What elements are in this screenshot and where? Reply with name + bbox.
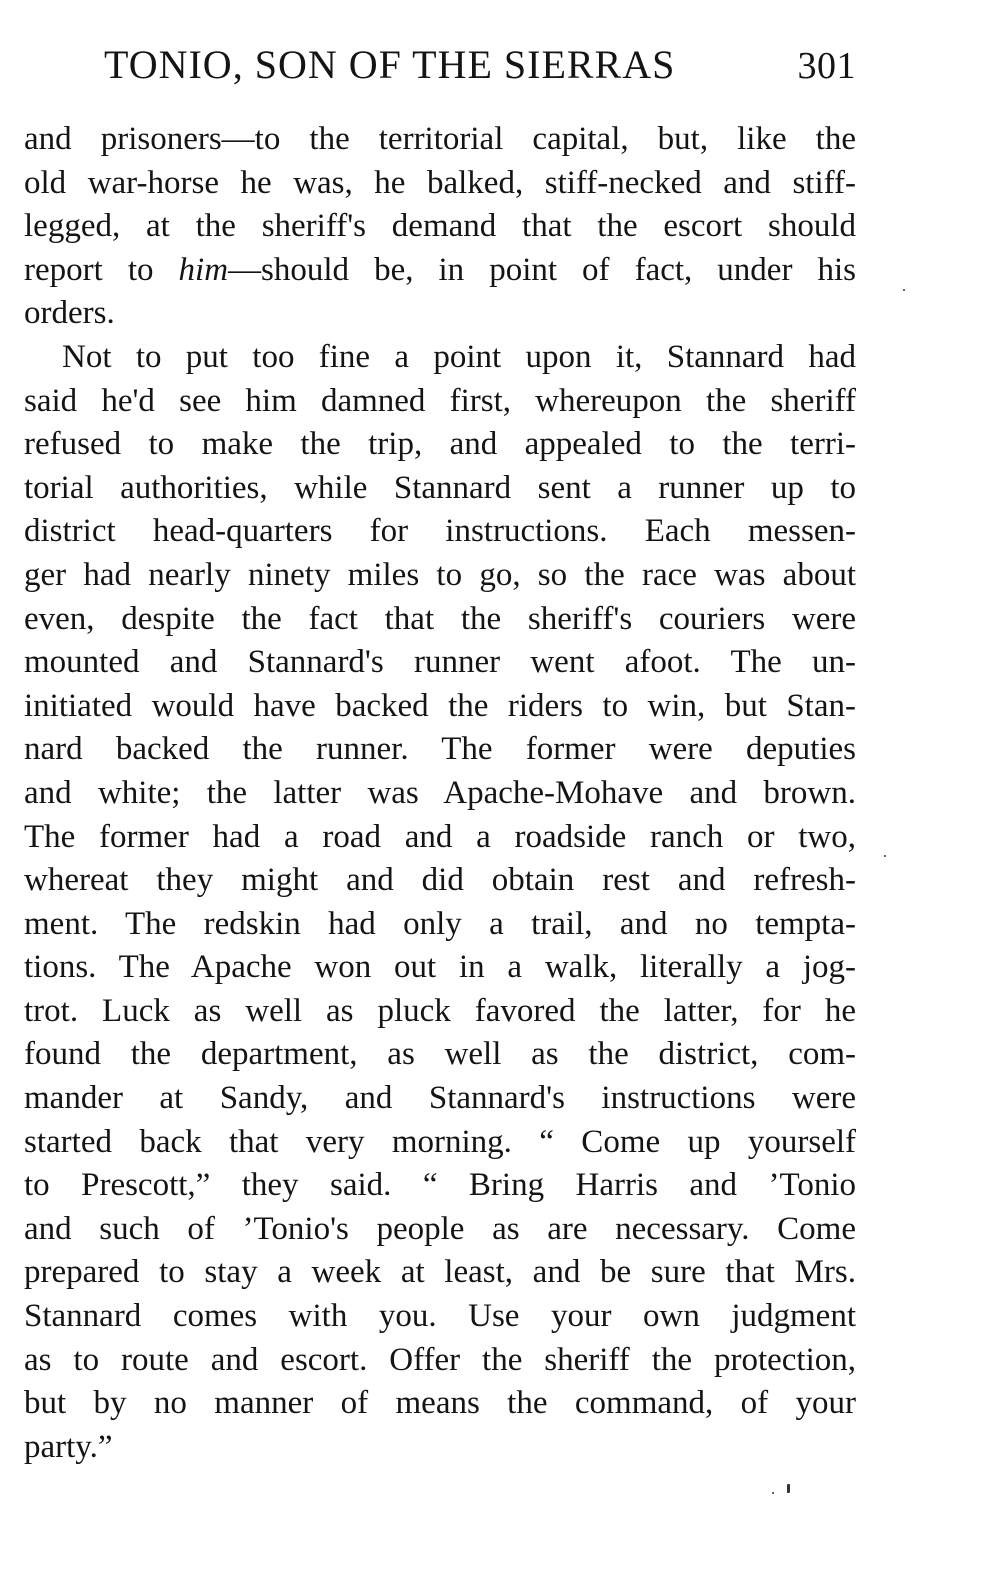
text-line: ment. The redskin had only a trail, and no tempta- <box>24 905 856 942</box>
emphasized-word: him <box>178 251 229 288</box>
text-line: legged, at the sheriff's demand that the escort should <box>24 208 856 245</box>
paragraph-end-line: party.” <box>24 1428 113 1465</box>
text-line: found the department, as well as the district, com- <box>24 1036 856 1073</box>
text-line: initiated would have backed the riders to win, but Stan- <box>24 687 856 724</box>
text-line: trot. Luck as well as pluck favored the latter, for he <box>24 992 856 1029</box>
scan-speck <box>884 855 886 857</box>
text-line: to Prescott,” they said. “ Bring Harris and ’Tonio <box>24 1167 856 1204</box>
text-line: nard backed the runner. The former were deputies <box>24 731 856 768</box>
text-line: and prisoners—to the territorial capital, but, like the <box>24 121 856 157</box>
text-line: as to route and escort. Offer the sheriff the protection, <box>24 1341 856 1378</box>
text-line: prepared to stay a week at least, and be sure that Mrs. <box>24 1254 856 1291</box>
running-title: TONIO, SON OF THE SIERRAS <box>104 42 676 87</box>
text-line: even, despite the fact that the sheriff's couriers were <box>24 600 856 637</box>
text-body <box>24 118 856 1469</box>
text-line: started back that very morning. “ Come up yourself <box>24 1123 856 1160</box>
text-line: and such of ’Tonio's people as are necessary. Come <box>24 1210 856 1247</box>
scan-speck <box>787 1484 790 1493</box>
text-line: Stannard comes with you. Use your own judgment <box>24 1298 856 1335</box>
paragraph-start-line: Not to put too fine a point upon it, Stannard had <box>62 338 856 375</box>
text-line: old war-horse he was, he balked, stiff-necked and stiff- <box>24 164 856 201</box>
text-line: and white; the latter was Apache-Mohave and brown. <box>24 774 856 811</box>
scan-speck <box>903 289 905 291</box>
text-line: torial authorities, while Stannard sent a runner up to <box>24 469 856 506</box>
text-line: tions. The Apache won out in a walk, literally a jog- <box>24 949 856 986</box>
running-head <box>104 30 856 100</box>
text-fragment: —should be, in point of fact, under his <box>228 251 856 288</box>
text-line: refused to make the trip, and appealed to the terri- <box>24 426 856 463</box>
paragraph-end-line: orders. <box>24 295 115 332</box>
text-line: whereat they might and did obtain rest and refresh- <box>24 862 856 899</box>
text-line: but by no manner of means the command, of your <box>24 1385 856 1422</box>
text-fragment: report to <box>24 251 179 288</box>
text-line: The former had a road and a roadside ranch or two, <box>24 818 856 855</box>
scan-speck <box>772 1492 774 1494</box>
text-line: mander at Sandy, and Stannard's instructions were <box>24 1080 856 1117</box>
text-line: ger had nearly ninety miles to go, so the race was about <box>24 556 856 593</box>
text-line: said he'd see him damned first, whereupon the sheriff <box>24 382 856 419</box>
page-number: 301 <box>797 45 856 87</box>
text-line <box>24 249 856 293</box>
text-line: mounted and Stannard's runner went afoot. The un- <box>24 644 856 681</box>
text-line: district head-quarters for instructions. Each messen- <box>24 513 856 550</box>
